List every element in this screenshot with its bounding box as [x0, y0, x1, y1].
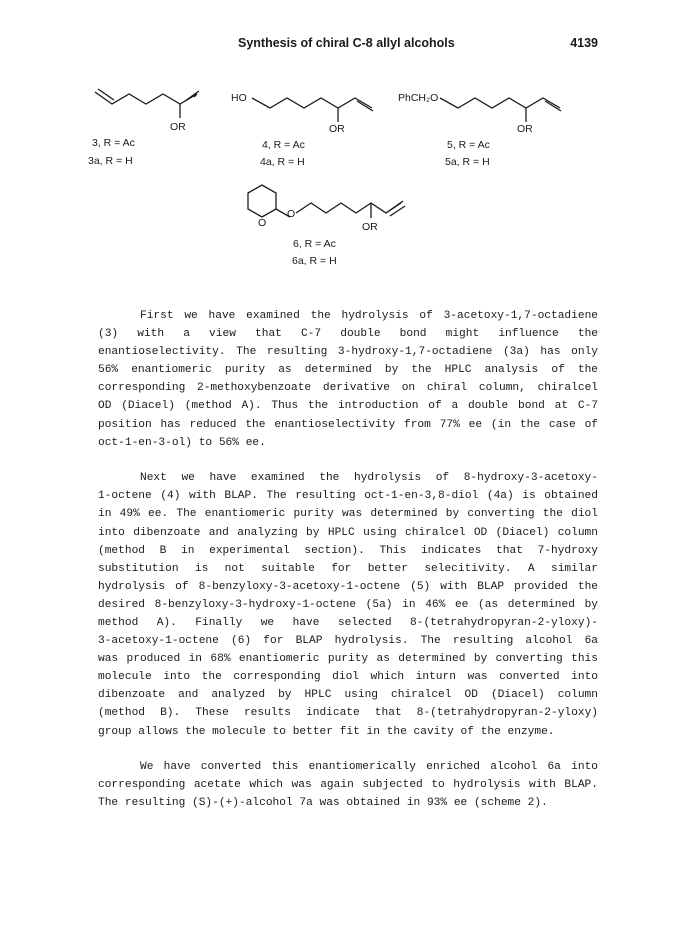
text-line: dibenzoate and analyzed by HPLC using chiralcel OD (Diacel) column — [98, 689, 598, 702]
structure-5-benzyloxy-label: PhCH₂O — [398, 92, 439, 104]
structure-5-label-h: 5a, R = H — [445, 156, 490, 168]
structure-4-label-ac: 4, R = Ac — [262, 139, 305, 151]
text-line: Next we have examined the hydrolysis of 8-hydroxy-3-acetoxy- — [140, 472, 598, 485]
structure-6-ether-oxygen-label: O — [287, 208, 296, 220]
text-line: corresponding acetate which was again subjected to hydrolysis with BLAP. — [98, 779, 598, 792]
structure-drawings — [0, 80, 680, 300]
structure-5 — [440, 98, 561, 122]
structure-3-or-label: OR — [170, 121, 186, 133]
structure-3 — [95, 89, 199, 118]
body-text — [98, 307, 598, 812]
text-line: OD (Diacel) (method A). Thus the introduction of a double bond at C-7 — [98, 400, 598, 413]
text-line: desired 8-benzyloxy-3-hydroxy-1-octene (5a) in 46% ee (as determined by — [98, 598, 598, 611]
structure-4 — [252, 98, 373, 122]
running-header — [0, 36, 680, 56]
structure-6-label-ac: 6, R = Ac — [293, 238, 336, 250]
structure-6-label-h: 6a, R = H — [292, 255, 337, 267]
structure-4-ho-label: HO — [231, 92, 247, 104]
text-line: 56% enantiomeric purity as determined by the HPLC analysis of the — [98, 364, 598, 377]
structure-6 — [248, 185, 405, 218]
text-line: (method B in experimental section). This indicates that 7-hydroxy — [98, 544, 598, 557]
text-line: (method B). These results indicate that 8-(tetrahydropyran-2-yloxy) — [98, 707, 598, 720]
text-line: The resulting (S)-(+)-alcohol 7a was obtained in 93% ee (scheme 2). — [98, 797, 548, 810]
text-line: was produced in 68% enantiomeric purity as determined by converting this — [98, 653, 598, 666]
text-line: method A). Finally we have selected 8-(tetrahydropyran-2-yloxy)- — [98, 617, 598, 629]
text-line: molecule into the corresponding diol which inturn was converted into — [98, 671, 598, 684]
structure-3-label-ac: 3, R = Ac — [92, 137, 135, 149]
text-line: in 49% ee. The enantiomeric purity was determined by converting the diol — [98, 508, 598, 521]
text-line: group allows the molecule to better fit in the cavity of the enzyme. — [98, 725, 555, 738]
structures-figure — [0, 80, 680, 300]
text-line: hydrolysis of 8-benzyloxy-3-acetoxy-1-octene (5) with BLAP provided the — [98, 580, 598, 593]
running-title: Synthesis of chiral C-8 allyl alcohols — [238, 36, 455, 50]
text-line: 3-acetoxy-1-octene (6) for BLAP hydrolysis. The resulting alcohol 6a — [98, 635, 598, 648]
structure-3-label-h: 3a, R = H — [88, 155, 133, 167]
text-line: oct-1-en-3-ol) to 56% ee. — [98, 436, 266, 449]
paragraph-1 — [98, 307, 598, 452]
text-line: into dibenzoate and analyzing by HPLC using chiralcel OD (Diacel) column — [98, 526, 598, 539]
structure-6-or-label: OR — [362, 221, 378, 233]
text-line: enantioselectivity. The resulting 3-hydroxy-1,7-octadiene (3a) has only — [98, 346, 598, 359]
paragraph-2 — [98, 469, 598, 740]
structure-5-label-ac: 5, R = Ac — [447, 139, 490, 151]
text-line: 1-octene (4) with BLAP. The resulting oct-1-en-3,8-diol (4a) is obtained — [98, 490, 598, 503]
paragraph-3 — [98, 758, 598, 812]
text-line: We have converted this enantiomerically enriched alcohol 6a into — [140, 761, 598, 774]
text-line: position has reduced the enantioselectivity from 77% ee (in the case of — [98, 418, 598, 431]
text-line: First we have examined the hydrolysis of 3-acetoxy-1,7-octadiene — [140, 310, 598, 322]
structure-5-or-label: OR — [517, 123, 533, 135]
text-line: substitution is not suitable for better selecitivity. A similar — [98, 562, 598, 575]
structure-4-or-label: OR — [329, 123, 345, 135]
structure-6-ring-oxygen-label: O — [258, 217, 267, 229]
text-line: (3) with a view that C-7 double bond might influence the — [98, 328, 598, 341]
page-number: 4139 — [570, 36, 598, 50]
structure-4-label-h: 4a, R = H — [260, 156, 305, 168]
text-line: corresponding 2-methoxybenzoate derivative on chiral column, chiralcel — [98, 382, 598, 395]
